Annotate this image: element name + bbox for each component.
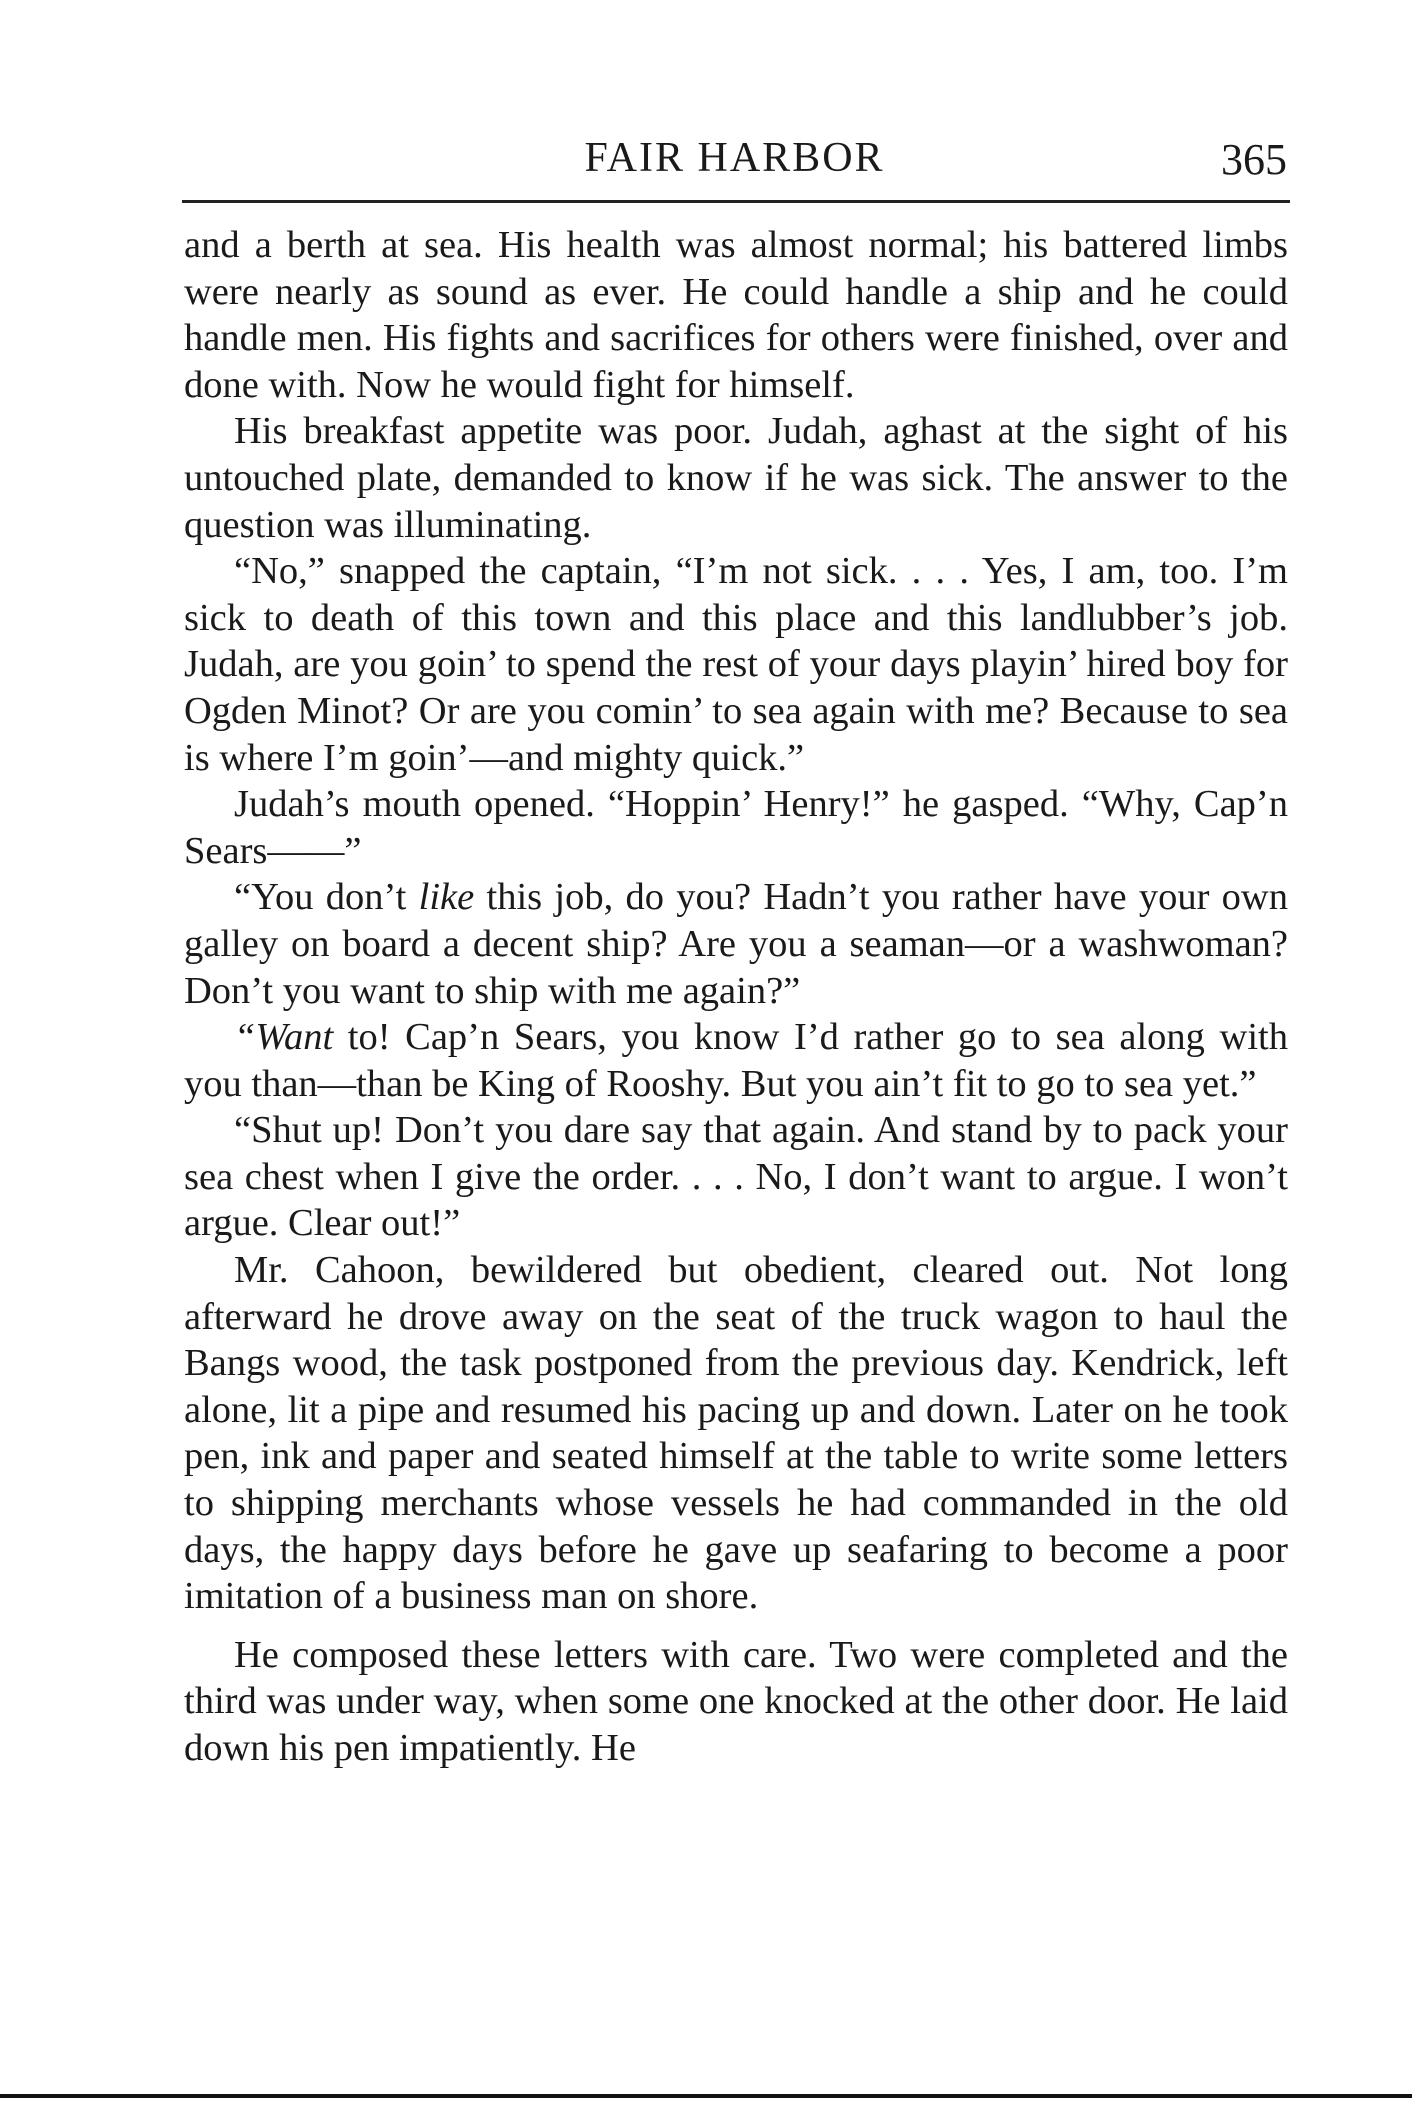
- paragraph-6-end: to! Cap’n Sears, you know I’d rather go to sea along with you than—than be King of Rooshy. But you ain’t fit to go to sea yet.”: [184, 1016, 1288, 1105]
- paragraph-6: [184, 1014, 1288, 1107]
- paragraph-4: Judah’s mouth opened. “Hoppin’ Henry!” he gasped. “Why, Cap’n Sears——”: [184, 783, 1288, 872]
- page-number: 365: [1221, 135, 1287, 184]
- paragraph-5-end: this job, do you? Hadn’t you rather have your own galley on board a decent ship? Are you a seaman—or a washwoman? Don’t you want to ship with me again?”: [184, 876, 1288, 1012]
- paragraph-8: Mr. Cahoon, bewildered but obedient, cleared out. Not long afterward he drove away on the seat of the truck wagon to haul the Bangs wood, the task postponed from the previous day. Kendrick, left alone, lit a pipe and resumed his pacing up and down. Later on he took pen, ink and paper and seated himself at the table to write some letters to shipping merchants whose vessels he had commanded in the old days, the happy days before he gave up seafaring to become a poor imitation of a business man on shore.: [184, 1249, 1288, 1618]
- paragraph-3: “No,” snapped the captain, “I’m not sick. . . . Yes, I am, too. I’m sick to death of this town and this place and this landlubber’s job. Judah, are you goin’ to spend the rest of your days playin’ hired boy for Ogden Minot? Or are you comin’ to sea again with me? Because to sea is where I’m goin’—and mighty quick.”: [184, 550, 1288, 779]
- paragraph-9: He composed these letters with care. Two were completed and the third was under way, when some one knocked at the other door. He laid down his pen impatiently. He: [184, 1633, 1288, 1769]
- paragraph-7: “Shut up! Don’t you dare say that again. And stand by to pack your sea chest when I give the order. . . . No, I don’t want to argue. I won’t argue. Clear out!”: [184, 1109, 1288, 1245]
- body-text: [184, 222, 1288, 1772]
- header-rule: [182, 200, 1290, 203]
- bottom-edge-line: [0, 2094, 1412, 2098]
- paragraph-5-italic: like: [418, 876, 475, 919]
- paragraph-2: His breakfast appetite was poor. Judah, aghast at the sight of his untouched plate, demanded to know if he was sick. The answer to the question was illuminating.: [184, 410, 1288, 546]
- paragraph-6-italic: “Want: [234, 1016, 334, 1059]
- running-title: FAIR HARBOR: [584, 135, 885, 181]
- running-head: [182, 128, 1287, 188]
- paragraph-5-start: “You don’t: [234, 876, 419, 919]
- paragraph-5: [184, 874, 1288, 1014]
- paragraph-1: and a berth at sea. His health was almost normal; his battered limbs were nearly as sound as ever. He could handle a ship and he could handle men. His fights and sacrifices for others were finished, over and done with. Now he would fight for himself.: [184, 224, 1288, 406]
